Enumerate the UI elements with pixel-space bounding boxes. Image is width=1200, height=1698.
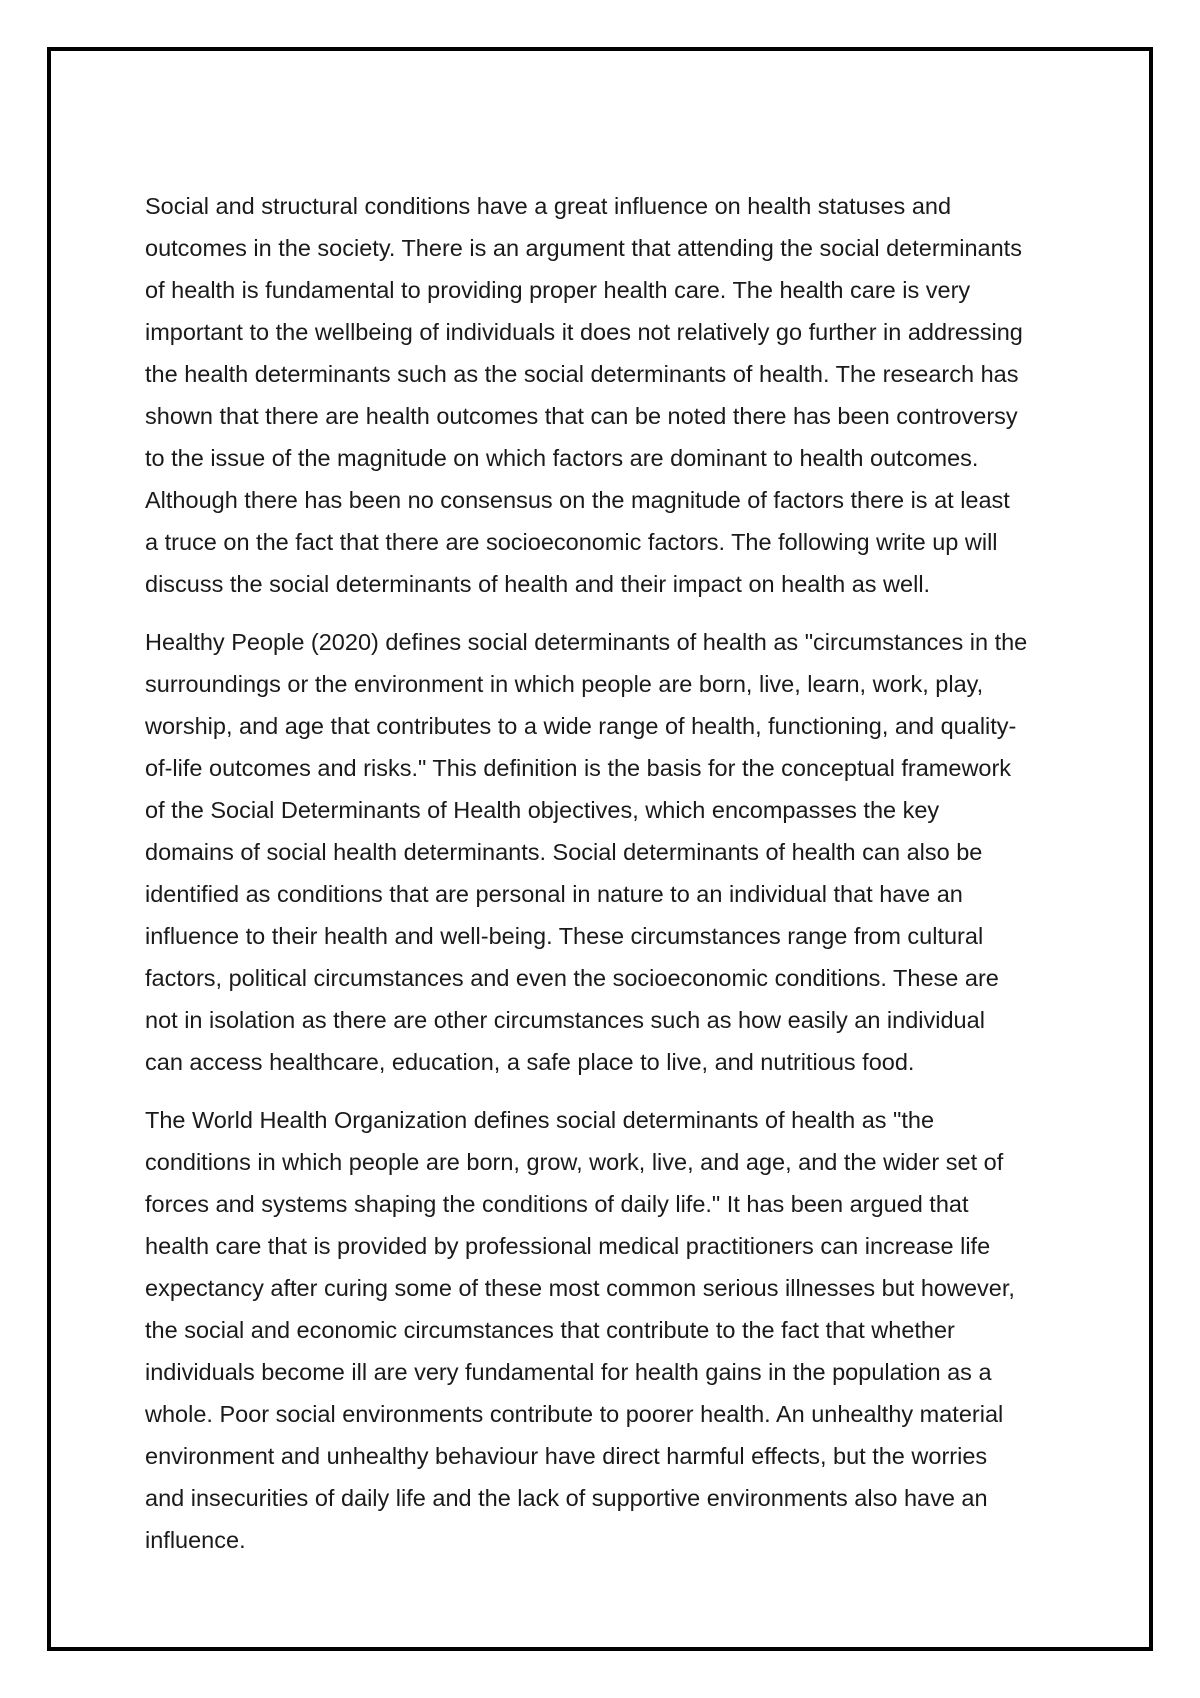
text-line: outcomes in the society. There is an argument that attending the social determinants	[145, 235, 1022, 261]
paragraph-who-definition	[145, 1099, 1057, 1561]
paragraph-healthy-people-definition	[145, 621, 1057, 1083]
text-line: environment and unhealthy behaviour have direct harmful effects, but the worries	[145, 1443, 988, 1469]
text-line: The World Health Organization defines social determinants of health as "the	[145, 1107, 935, 1133]
text-line: Although there has been no consensus on the magnitude of factors there is at least	[145, 487, 1010, 513]
text-line: Healthy People (2020) defines social determinants of health as "circumstances in the	[145, 629, 1028, 655]
text-line: influence to their health and well-being. These circumstances range from cultural	[145, 923, 984, 949]
text-line: can access healthcare, education, a safe place to live, and nutritious food.	[145, 1049, 915, 1075]
text-line: and insecurities of daily life and the lack of supportive environments also have an	[145, 1485, 988, 1511]
text-line: health care that is provided by professional medical practitioners can increase life	[145, 1233, 991, 1259]
text-line: factors, political circumstances and even the socioeconomic conditions. These are	[145, 965, 999, 991]
text-line: individuals become ill are very fundamental for health gains in the population as a	[145, 1359, 992, 1385]
text-line: of-life outcomes and risks." This definition is the basis for the conceptual framework	[145, 755, 1012, 781]
text-line: domains of social health determinants. Social determinants of health can also be	[145, 839, 983, 865]
paragraph-social-conditions	[145, 185, 1057, 605]
text-line: discuss the social determinants of health and their impact on health as well.	[145, 571, 931, 597]
text-line: to the issue of the magnitude on which factors are dominant to health outcomes.	[145, 445, 979, 471]
text-line: of health is fundamental to providing proper health care. The health care is very	[145, 277, 971, 303]
text-line: influence.	[145, 1527, 246, 1553]
text-line: a truce on the fact that there are socioeconomic factors. The following write up will	[145, 529, 998, 555]
text-line: whole. Poor social environments contribute to poorer health. An unhealthy material	[145, 1401, 1004, 1427]
text-line: important to the wellbeing of individuals it does not relatively go further in addressing	[145, 319, 1023, 345]
text-line: shown that there are health outcomes that can be noted there has been controversy	[145, 403, 1018, 429]
text-line: conditions in which people are born, grow, work, live, and age, and the wider set of	[145, 1149, 1004, 1175]
text-line: surroundings or the environment in which people are born, live, learn, work, play,	[145, 671, 984, 697]
text-line: Social and structural conditions have a great influence on health statuses and	[145, 193, 952, 219]
text-line: the social and economic circumstances that contribute to the fact that whether	[145, 1317, 955, 1343]
text-line: the health determinants such as the social determinants of health. The research has	[145, 361, 1019, 387]
text-line: forces and systems shaping the conditions of daily life." It has been argued that	[145, 1191, 969, 1217]
text-line: not in isolation as there are other circumstances such as how easily an individual	[145, 1007, 985, 1033]
text-line: expectancy after curing some of these most common serious illnesses but however,	[145, 1275, 1015, 1301]
text-line: identified as conditions that are personal in nature to an individual that have an	[145, 881, 963, 907]
text-line: of the Social Determinants of Health objectives, which encompasses the key	[145, 797, 940, 823]
document-body	[145, 185, 1057, 1561]
text-line: worship, and age that contributes to a wide range of health, functioning, and quality-	[145, 713, 1017, 739]
